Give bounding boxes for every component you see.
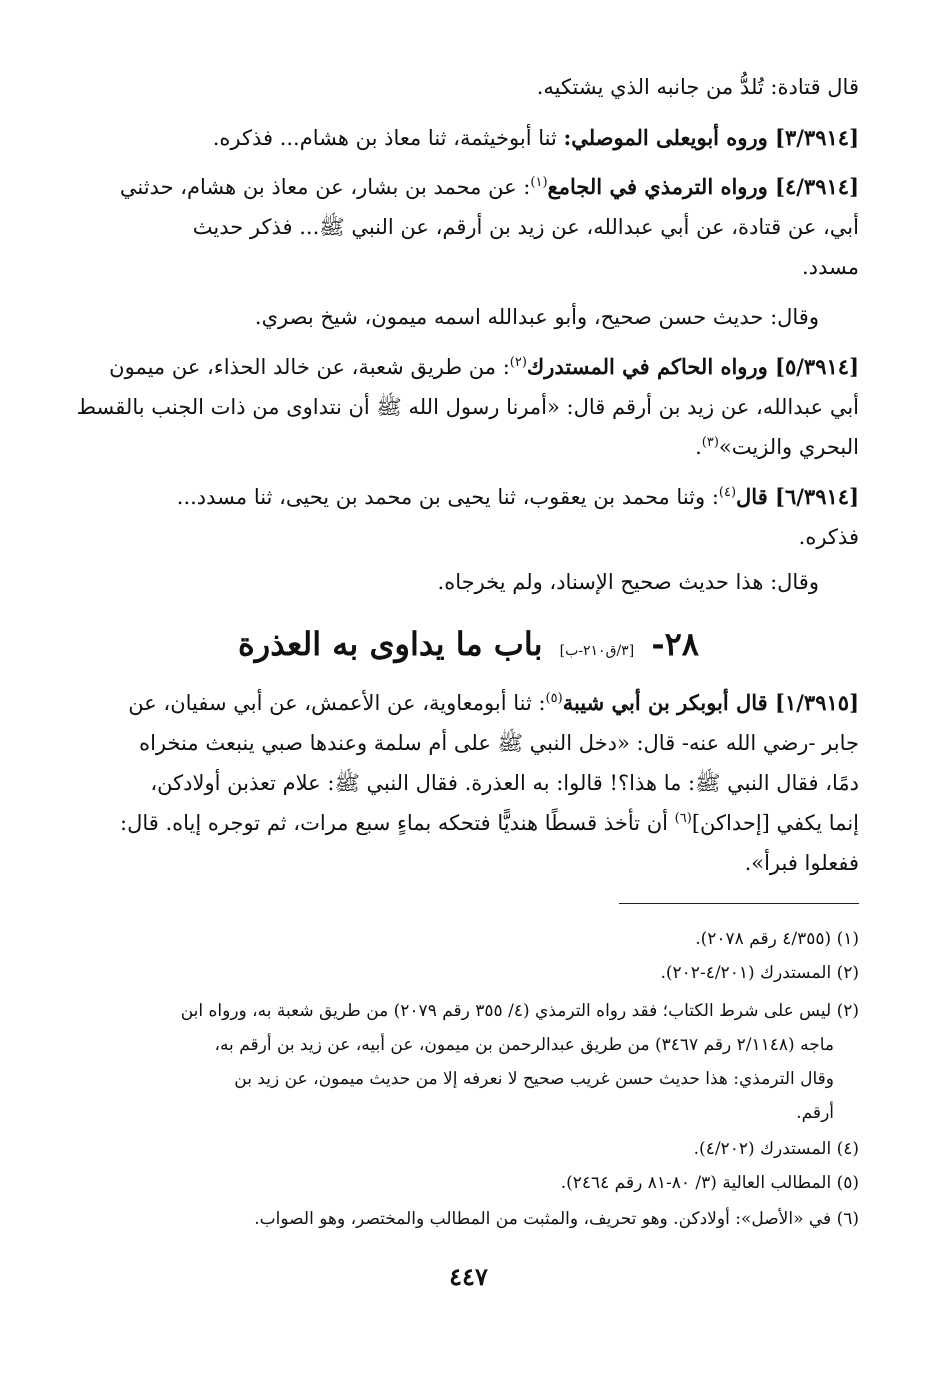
footnote xyxy=(73,996,859,1026)
footnote-text: (٢) ليس على شرط الكتاب؛ فقد رواه الترمذي (٤/ ٣٥٥ رقم ٢٠٧٩) من طريق شعبة به، ورواه ابن xyxy=(180,1001,859,1021)
line-text: . xyxy=(695,435,702,459)
hadith-reference: [٣/٣٩١٤] وروه أبويعلى الموصلي: xyxy=(563,125,859,150)
footnote-text: (٢) المستدرك (٤/٢٠١-٢٠٢). xyxy=(660,963,859,983)
footnote xyxy=(73,924,859,954)
line-text: فذكره. xyxy=(798,525,859,549)
chapter-heading xyxy=(0,622,937,673)
line-text: : وثنا محمد بن يعقوب، ثنا يحيى بن محمد بن يحيى، ثنا مسدد... xyxy=(176,485,719,509)
line-text: : ثنا أبومعاوية، عن الأعمش، عن أبي سفيان، عن xyxy=(128,691,546,715)
footnote-text: وقال الترمذي: هذا حديث حسن غريب صحيح لا نعرفه إلا من حديث ميمون، عن زيد بن xyxy=(234,1069,834,1089)
footnote-marker: (٦) xyxy=(674,811,692,826)
chapter-number: ٢٨- xyxy=(651,625,699,663)
line-text: ثنا أبوخيثمة، ثنا معاذ بن هشام... فذكره. xyxy=(212,126,564,150)
footnote-separator xyxy=(619,903,859,904)
footnote xyxy=(73,1134,859,1164)
footnote-text: (١) (٤/٣٥٥ رقم ٢٠٧٨). xyxy=(695,929,859,949)
line-text: البحري والزيت» xyxy=(718,435,859,459)
text-line xyxy=(73,72,859,102)
text-line xyxy=(73,728,859,758)
footnote-marker: (٤) xyxy=(718,485,737,500)
hadith-entry xyxy=(73,352,859,382)
footnote-continuation xyxy=(73,1098,834,1128)
footnote-text: أرقم. xyxy=(796,1103,834,1123)
line-text: : عن محمد بن بشار، عن معاذ بن هشام، حدثني xyxy=(119,175,531,199)
text-line xyxy=(73,392,859,422)
footnote xyxy=(73,958,859,988)
line-text: أبي، عن قتادة، عن أبي عبدالله، عن زيد بن أرقم، عن النبي ﷺ... فذكر حديث xyxy=(192,215,859,239)
hadith-reference: [٥/٣٩١٤] ورواه الحاكم في المستدرك xyxy=(526,354,859,379)
footnote xyxy=(73,1204,859,1234)
text-line xyxy=(73,432,859,462)
page-number: ٤٤٧ xyxy=(449,1262,488,1291)
text-line xyxy=(73,302,819,332)
footnote-continuation xyxy=(73,1030,834,1060)
hadith-entry xyxy=(73,688,859,718)
footnote-text: ماجه (٢/١١٤٨ رقم ٣٤٦٧) من طريق عبدالرحمن بن ميمون، عن أبيه، عن زيد بن أرقم به، xyxy=(214,1035,834,1055)
line-text: : من طريق شعبة، عن خالد الحذاء، عن ميمون xyxy=(109,355,510,379)
line-text: وقال: حديث حسن صحيح، وأبو عبدالله اسمه ميمون، شيخ بصري. xyxy=(254,305,819,329)
line-text: إنما يكفي [إحداكن] xyxy=(691,811,859,835)
hadith-reference: [١/٣٩١٥] قال أبوبكر بن أبي شيبة xyxy=(562,690,859,715)
manuscript-folio: [٣/ق٢١٠-ب] xyxy=(559,643,635,659)
footnote-text: (٦) في «الأصل»: أولادكن. وهو تحريف، والمثبت من المطالب والمختصر، وهو الصواب. xyxy=(254,1209,859,1229)
hadith-reference: [٦/٣٩١٤] قال xyxy=(736,484,859,509)
footnote-text: (٥) المطالب العالية (٣/ ٨٠-٨١ رقم ٢٤٦٤). xyxy=(560,1173,859,1193)
footnote-text: (٤) المستدرك (٤/٢٠٢). xyxy=(693,1139,859,1159)
footnote-marker: (٢) xyxy=(509,355,527,370)
text-line xyxy=(73,808,859,838)
line-text: مسدد. xyxy=(801,255,859,279)
line-text: ففعلوا فبرأ». xyxy=(744,851,859,875)
line-text: جابر -رضي الله عنه- قال: «دخل النبي ﷺ على أم سلمة وعندها صبي ينبعث منخراه xyxy=(139,731,859,755)
text-line xyxy=(73,567,819,597)
line-text: دمًا، فقال النبي ﷺ: ما هذا؟! قالوا: به العذرة. فقال النبي ﷺ: علام تعذبن أولادكن، xyxy=(150,771,859,795)
footnote-marker: (٥) xyxy=(545,691,563,706)
line-text: وقال: هذا حديث صحيح الإسناد، ولم يخرجاه. xyxy=(437,570,819,594)
text-line xyxy=(73,522,859,552)
text-line xyxy=(73,768,859,798)
hadith-entry xyxy=(73,172,859,202)
line-text: أبي عبدالله، عن زيد بن أرقم قال: «أمرنا رسول الله ﷺ أن نتداوى من ذات الجنب بالقسط xyxy=(76,395,859,419)
footnote-marker: (٣) xyxy=(701,435,719,450)
footnote xyxy=(73,1168,859,1198)
hadith-reference: [٤/٣٩١٤] ورواه الترمذي في الجامع xyxy=(547,174,859,199)
line-text: قال قتادة: تُلدُّ من جانبه الذي يشتكيه. xyxy=(536,75,859,99)
text-line xyxy=(73,212,859,242)
line-text: أن تأخذ قسطًا هنديًّا فتحكه بماءٍ سبع مرات، ثم توجره إياه. قال: xyxy=(120,811,675,835)
hadith-entry xyxy=(73,482,859,512)
chapter-title: باب ما يداوى به العذرة xyxy=(238,625,543,663)
hadith-entry xyxy=(73,123,859,153)
footnote-marker: (١) xyxy=(530,175,548,190)
footnote-continuation xyxy=(73,1064,834,1094)
text-line xyxy=(73,848,859,878)
text-line xyxy=(73,252,859,282)
